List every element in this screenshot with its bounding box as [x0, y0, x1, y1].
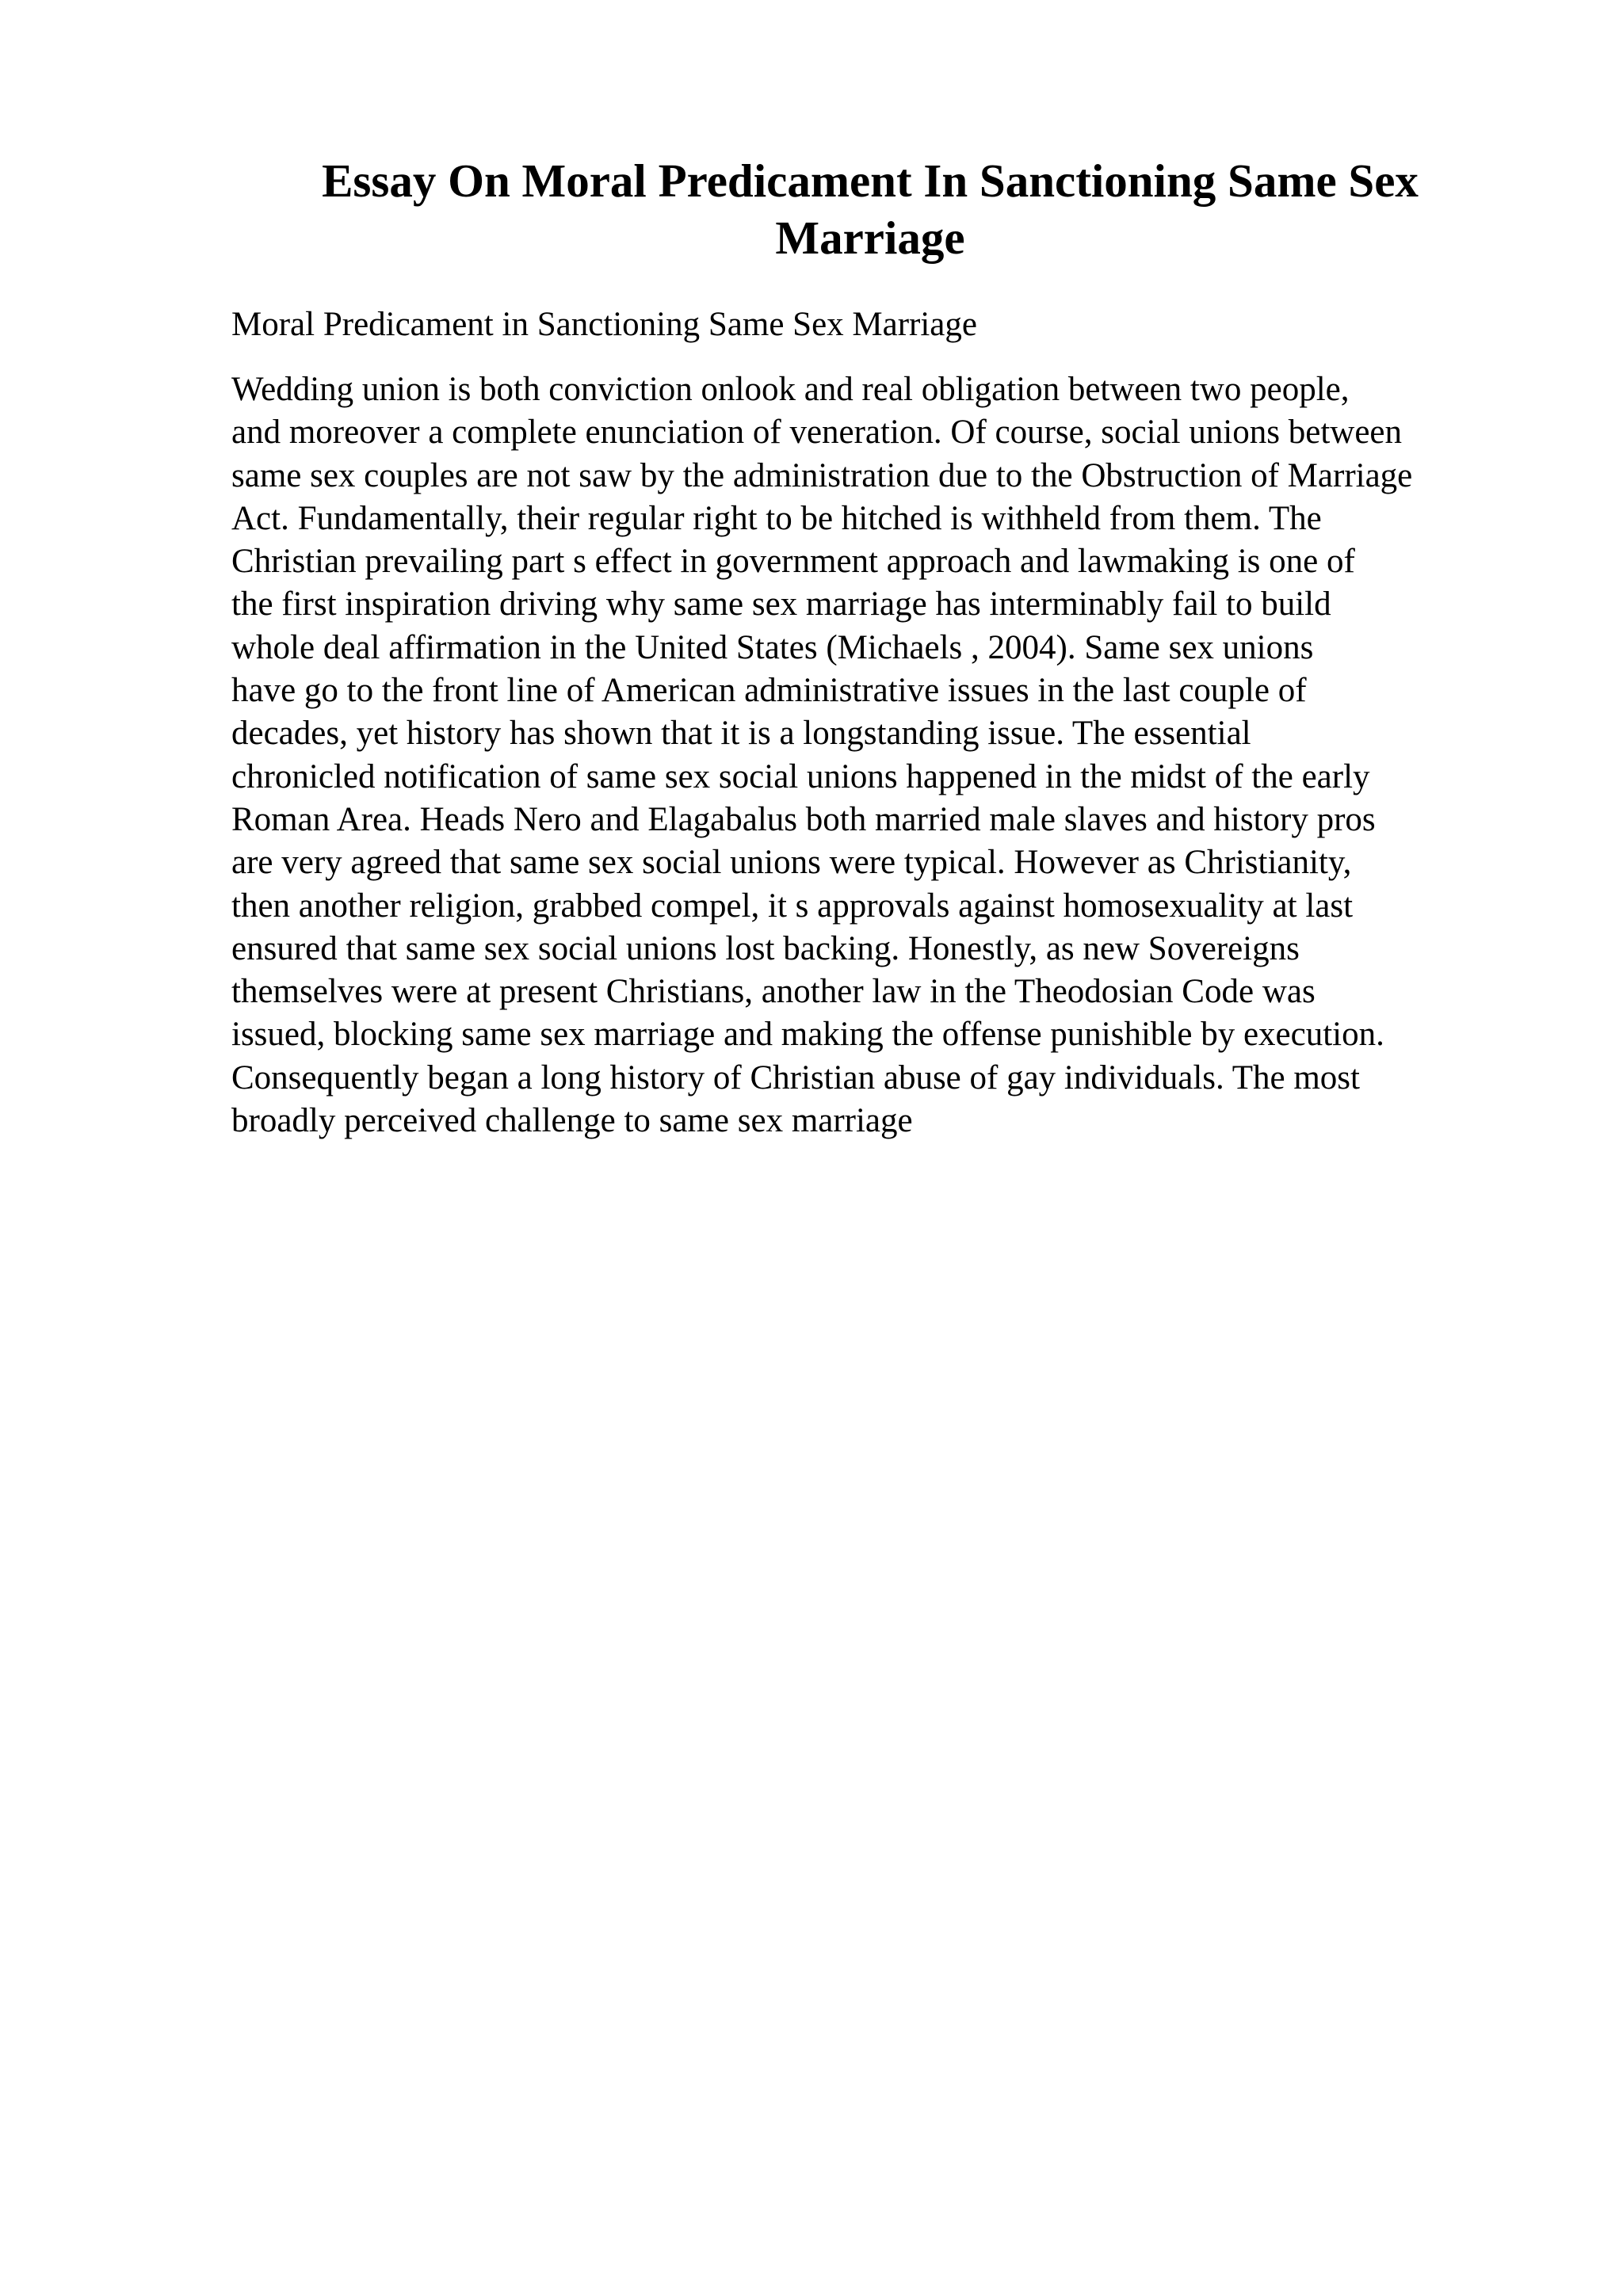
body-line: whole deal affirmation in the United States (Michaels , 2004). Same sex unions [231, 628, 1314, 666]
body-line: Christian prevailing part s effect in government approach and lawmaking is one of [231, 543, 1355, 581]
body-line: Consequently began a long history of Christian abuse of gay individuals. The most [231, 1058, 1360, 1097]
body-line: broadly perceived challenge to same sex marriage [231, 1102, 913, 1140]
body-line: the first inspiration driving why same sex marriage has interminably fail to build [231, 585, 1331, 624]
body-line: have go to the front line of American administrative issues in the last couple of [231, 672, 1307, 710]
body-line: Wedding union is both conviction onlook and real obligation between two people, [231, 371, 1350, 408]
body-line: chronicled notification of same sex social unions happened in the midst of the early [231, 757, 1370, 795]
body-line: Act. Fundamentally, their regular right to be hitched is withheld from them. The [231, 499, 1322, 537]
body-line: are very agreed that same sex social unions were typical. However as Christianity, [231, 844, 1352, 882]
body-line: Roman Area. Heads Nero and Elagabalus both married male slaves and history pros [231, 800, 1376, 838]
body-line: issued, blocking same sex marriage and making the offense punishible by execution. [231, 1016, 1384, 1054]
essay-subtitle: Moral Predicament in Sanctioning Same Sex Marriage [231, 306, 977, 343]
body-line: decades, yet history has shown that it is a longstanding issue. The essential [231, 715, 1251, 753]
body-line: and moreover a complete enunciation of veneration. Of course, social unions between [231, 414, 1402, 452]
essay-title: Essay On Moral Predicament In Sanctioning Same Sex Marriage [322, 154, 1419, 264]
body-line: same sex couples are not saw by the administration due to the Obstruction of Marriage [231, 456, 1413, 494]
body-line: then another religion, grabbed compel, it s approvals against homosexuality at last [231, 887, 1354, 925]
essay-body [231, 368, 1412, 1142]
body-line: ensured that same sex social unions lost backing. Honestly, as new Sovereigns [231, 929, 1300, 967]
body-line: themselves were at present Christians, another law in the Theodosian Code was [231, 973, 1316, 1011]
